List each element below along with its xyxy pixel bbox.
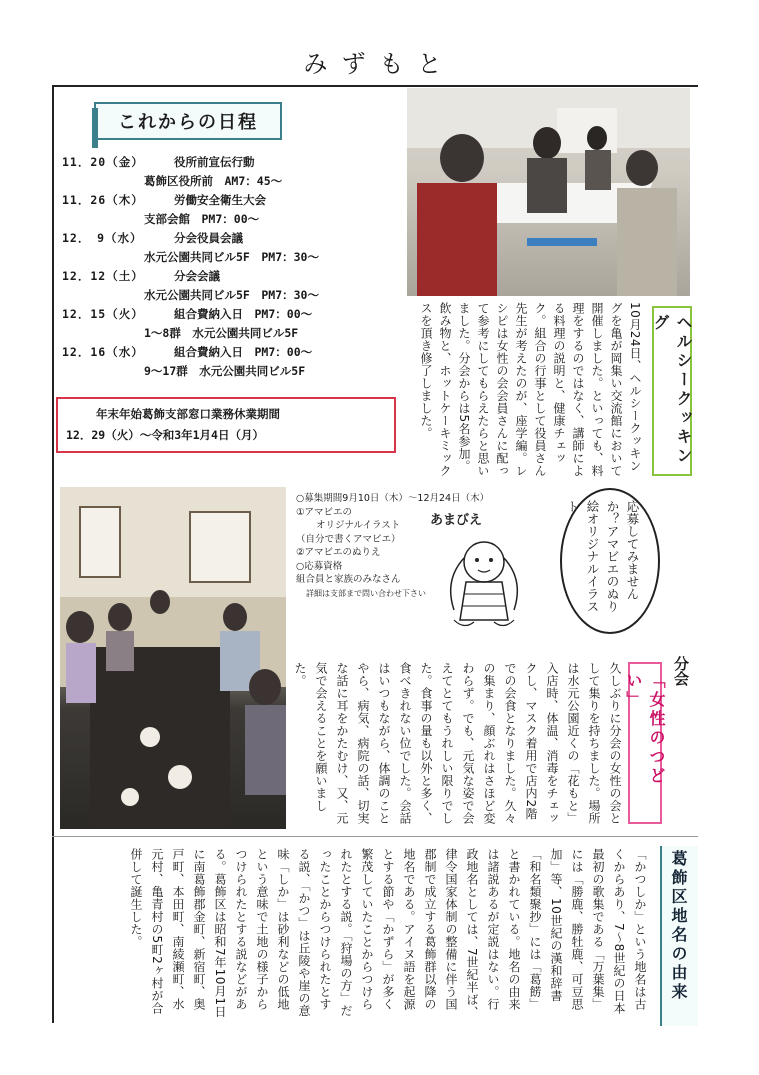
schedule-event: 労働安全衛生大会	[174, 193, 266, 207]
recruit-item-1b: オリジナルイラスト	[316, 520, 401, 531]
schedule-row	[62, 229, 402, 248]
katsushika-name-article: 「かつしか」という地名は古くからあり、7～8世紀の日本最初の歌集である「万葉集」には「勝鹿、勝牡鹿、可豆思加」等、10世紀の漢和辞書「和名類聚抄」には「葛餝」と書かれている。地名の由来は諸説あるが定説はない。行政地名としては、7世紀半ば、律令国家体制の整備に伴う国郡制で成立する葛飾群以降の地名である。アイヌ語を起源とする節や「かずら」が多く繁茂していたことからつけられたとする説。「狩場の方」だったことからつけられたとする説、「かつ」は丘陵や崖の意味「しか」は砂利などの低地という意味で土地の様子からつけられたとする説などがある。葛飾区は昭和7年10月1日に南葛飾郡金町、新宿町、奥戸町、本田町、南綾瀬町、水元村、亀青村の5町2ヶ村が合併して誕生した。	[129, 848, 647, 1019]
schedule-detail: 水元公園共同ビル5F PM7：30～	[144, 250, 319, 264]
healthy-cooking-article: 10月24日、ヘルシークッキングを亀が岡集い交流館において開催しました。といっても、料理をするのではなく、講師による料理の説明と、健康チェック。組合の行事として役員さん先生が考えたのが、座学編。レシピは女性の会会員さんに配って参考にしてもらえたらと思いました。分会からは5名参加。飲み物と、ホットケーキミックスを頂き修了しました。	[419, 302, 642, 477]
schedule-date: 11．26（木）	[62, 193, 144, 207]
schedule-detail: 9～17群 水元公園共同ビル5F	[144, 364, 306, 378]
schedule-date: 12．15（火）	[62, 307, 144, 321]
recruit-item-2: ②アマビエのぬりえ	[296, 547, 381, 558]
schedule-event: 役所前宣伝行動	[174, 155, 255, 169]
schedule-detail: 葛飾区役所前 AM7：45～	[144, 174, 283, 188]
schedule-event: 分会役員会議	[174, 231, 243, 245]
schedule-title: これからの日程	[118, 112, 258, 133]
schedule-row	[62, 172, 402, 191]
schedule-row	[62, 267, 402, 286]
schedule-row	[62, 153, 402, 172]
schedule-row	[62, 191, 402, 210]
newsletter-masthead: みずもと	[303, 50, 456, 78]
schedule-event: 組合費納入日 PM7：00～	[174, 345, 313, 359]
womens-meeting-article: 久しぶりに分会の女性の会として集りを持ちました。場所は水元公園近くの「花もと」入店時、体温、消毒をチェックし、マスク着用で店内2階での会食となりました。久々の集まり、顔ぶれはさほど変わらず。でも、元気な姿で会えてとてもうれしい限りでした。食事の量も以外と多く、食べきれない位でした。会話はいつもながら、体調のことやら、病気、病院の話、切実な話に耳をかたむけ、又、元気で会えることを願いました。	[293, 662, 622, 825]
schedule-title-box	[94, 102, 282, 140]
recruit-note: 詳細は支部まで問い合わせ下さい	[306, 588, 426, 598]
holiday-notice-dates: 12．29（火）～令和3年1月4日（月）	[66, 428, 264, 442]
schedule-detail: 水元公園共同ビル5F PM7：30～	[144, 288, 319, 302]
schedule-detail: 1～8群 水元公園共同ビル5F	[144, 326, 299, 340]
schedule-event: 組合費納入日 PM7：00～	[174, 307, 313, 321]
womens-meeting-label: 分会	[672, 656, 690, 686]
katsushika-name-heading: 葛飾区地名の由来	[660, 846, 698, 1026]
schedule-date: 12．12（土）	[62, 269, 144, 283]
healthy-cooking-heading: ヘルシークッキング	[652, 306, 692, 476]
womens-meeting-heading: 「女性のつどい」	[628, 662, 662, 824]
schedule-date: 12．16（水）	[62, 345, 144, 359]
recruit-qualification-detail: 組合員と家族のみなさん	[296, 574, 401, 585]
recruit-qualification: ○応募資格	[296, 560, 343, 572]
schedule-date: 12． 9（水）	[62, 231, 143, 245]
section-divider	[52, 836, 698, 837]
schedule-detail: 支部会館 PM7：00～	[144, 212, 260, 226]
schedule-row	[62, 248, 402, 267]
womens-gathering-photo	[60, 487, 286, 829]
holiday-notice-title: 年末年始葛飾支部窓口業務休業期間	[96, 407, 280, 421]
schedule-date: 11．20（金）	[62, 155, 144, 169]
recruit-item-1c: （自分で書くアマビエ）	[296, 533, 401, 545]
speech-bubble-text: 応募してみませんか？アマビエのぬり絵オリジナルイラスト	[565, 500, 640, 613]
recruit-item-1: ①アマビエの	[296, 506, 353, 518]
amabie-illustration	[424, 510, 542, 632]
schedule-event: 分会会議	[174, 269, 220, 283]
recruit-period: ○募集期間9月10日（木）～12月24日（木）	[296, 493, 490, 504]
schedule-row	[62, 210, 402, 229]
cooking-class-photo	[407, 88, 690, 296]
amabie-label: あまびえ	[430, 513, 483, 528]
